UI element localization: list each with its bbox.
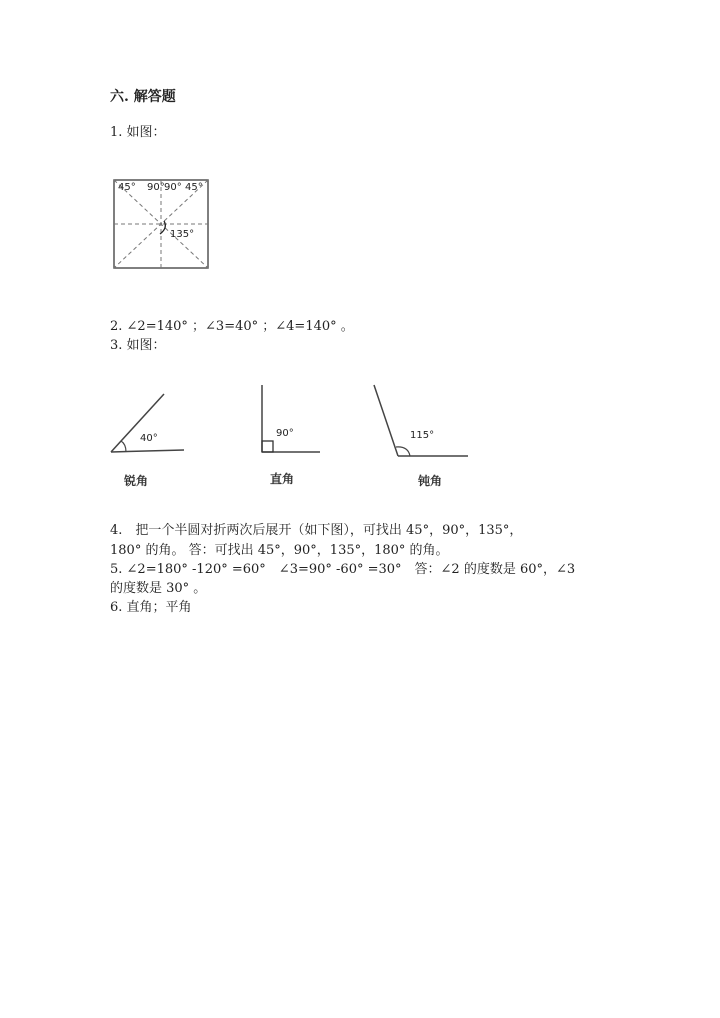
answer-5-line-1: 5. ∠2=180° -120° =60° ∠3=90° -60° =30° 答：∠2 的度数是 60°，∠3	[110, 562, 576, 577]
acute-caption: 锐角	[124, 474, 149, 488]
obtuse-angle-label: 115°	[410, 430, 435, 441]
section-title: 六. 解答题	[110, 89, 176, 105]
acute-angle-figure	[108, 392, 190, 456]
right-caption: 直角	[270, 472, 295, 486]
obtuse-caption: 钝角	[418, 474, 443, 488]
obtuse-angle-figure	[370, 384, 472, 460]
answer-6: 6. 直角；平角	[110, 600, 192, 615]
answer-2: 2. ∠2=140° ；∠3=40° ；∠4=140° 。	[110, 319, 354, 334]
answer-4-line-2: 180° 的角。 答：可找出 45°，90°，135°，180° 的角。	[110, 543, 449, 558]
fig1-label-2: 90°	[147, 182, 165, 193]
answer-5-line-2: 的度数是 30° 。	[110, 581, 207, 596]
right-angle-figure	[258, 384, 324, 456]
fig1-label-4: 45°	[185, 182, 203, 193]
fig1-label-3: 90°	[164, 182, 182, 193]
folded-square-figure	[112, 176, 212, 272]
answer-1: 1. 如图：	[110, 125, 166, 140]
fig1-label-1: 45°	[118, 182, 136, 193]
acute-angle-label: 40°	[140, 433, 158, 444]
right-angle-label: 90°	[276, 428, 294, 439]
answer-4-line-1: 4. 把一个半圆对折两次后展开（如下图），可找出 45°，90°，135°，	[110, 523, 523, 538]
answer-3: 3. 如图：	[110, 338, 166, 353]
fig1-center-label: 135°	[170, 229, 195, 240]
